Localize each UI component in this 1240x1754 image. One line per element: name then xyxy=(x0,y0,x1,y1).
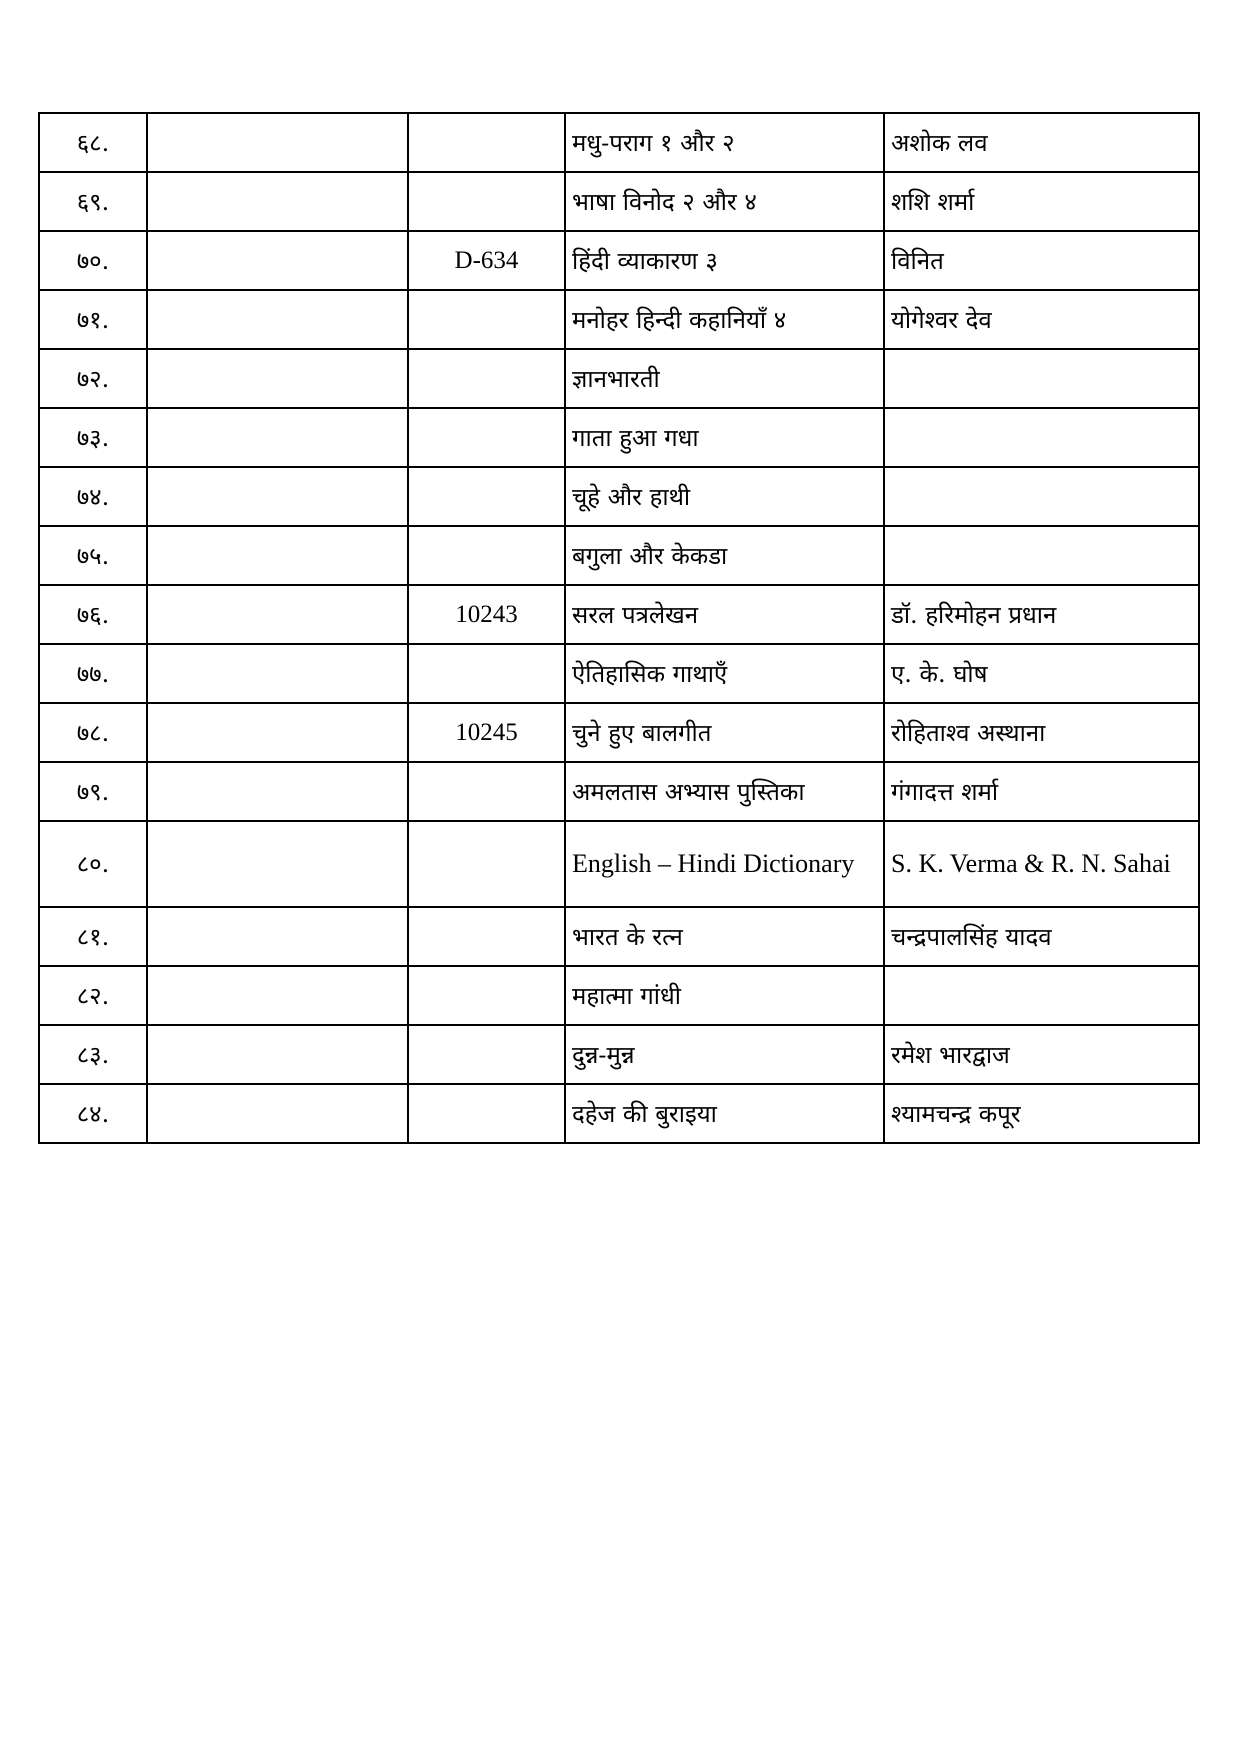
serial-number: ७४. xyxy=(39,467,147,526)
blank-cell xyxy=(147,762,408,821)
accession-number xyxy=(408,113,565,172)
book-author xyxy=(884,526,1199,585)
book-author: डॉ. हरिमोहन प्रधान xyxy=(884,585,1199,644)
book-title: ऐतिहासिक गाथाएँ xyxy=(565,644,884,703)
blank-cell xyxy=(147,703,408,762)
blank-cell xyxy=(147,467,408,526)
book-title: हिंदी व्याकारण ३ xyxy=(565,231,884,290)
book-author: रमेश भारद्वाज xyxy=(884,1025,1199,1084)
accession-number xyxy=(408,172,565,231)
book-author: श्यामचन्द्र कपूर xyxy=(884,1084,1199,1143)
table-row xyxy=(39,467,1199,526)
book-title: महात्मा गांधी xyxy=(565,966,884,1025)
book-author: अशोक लव xyxy=(884,113,1199,172)
book-author xyxy=(884,821,1199,907)
accession-number: D-634 xyxy=(408,231,565,290)
table-row xyxy=(39,349,1199,408)
blank-cell xyxy=(147,821,408,907)
book-author: योगेश्वर देव xyxy=(884,290,1199,349)
book-author: विनित xyxy=(884,231,1199,290)
table-row xyxy=(39,966,1199,1025)
serial-number: ७८. xyxy=(39,703,147,762)
serial-number: ७०. xyxy=(39,231,147,290)
table-row xyxy=(39,113,1199,172)
serial-number: ७२. xyxy=(39,349,147,408)
blank-cell xyxy=(147,231,408,290)
book-author-text: S. K. Verma & R. N. Sahai xyxy=(891,849,1171,878)
serial-number: ८०. xyxy=(39,821,147,907)
book-list-table xyxy=(38,112,1200,1144)
accession-number xyxy=(408,644,565,703)
book-title xyxy=(565,821,884,907)
accession-number xyxy=(408,1084,565,1143)
table-row xyxy=(39,1025,1199,1084)
accession-number xyxy=(408,821,565,907)
serial-number: ८४. xyxy=(39,1084,147,1143)
accession-number: 10245 xyxy=(408,703,565,762)
accession-number xyxy=(408,290,565,349)
accession-number xyxy=(408,467,565,526)
table-row xyxy=(39,231,1199,290)
serial-number: ६८. xyxy=(39,113,147,172)
table-row xyxy=(39,408,1199,467)
book-title: मधु-पराग १ और २ xyxy=(565,113,884,172)
accession-number xyxy=(408,1025,565,1084)
table-row xyxy=(39,703,1199,762)
serial-number: ७१. xyxy=(39,290,147,349)
book-title: दुन्न-मुन्न xyxy=(565,1025,884,1084)
blank-cell xyxy=(147,113,408,172)
accession-number xyxy=(408,762,565,821)
book-author: गंगादत्त शर्मा xyxy=(884,762,1199,821)
book-title: गाता हुआ गधा xyxy=(565,408,884,467)
book-author xyxy=(884,966,1199,1025)
blank-cell xyxy=(147,1084,408,1143)
blank-cell xyxy=(147,1025,408,1084)
serial-number: ७६. xyxy=(39,585,147,644)
book-author: रोहिताश्‍व अस्थाना xyxy=(884,703,1199,762)
book-author xyxy=(884,467,1199,526)
book-title: बगुला और केकडा xyxy=(565,526,884,585)
book-title: चुने हुए बालगीत xyxy=(565,703,884,762)
blank-cell xyxy=(147,408,408,467)
book-title: मनोहर हिन्दी कहानियॉं ४ xyxy=(565,290,884,349)
blank-cell xyxy=(147,349,408,408)
book-title: सरल पत्रलेखन xyxy=(565,585,884,644)
table-row xyxy=(39,172,1199,231)
blank-cell xyxy=(147,172,408,231)
table-row xyxy=(39,585,1199,644)
book-author xyxy=(884,408,1199,467)
table-row xyxy=(39,821,1199,907)
serial-number: ८२. xyxy=(39,966,147,1025)
blank-cell xyxy=(147,644,408,703)
table-row xyxy=(39,644,1199,703)
book-title-text: English – Hindi Dictionary xyxy=(572,849,855,878)
book-title: दहेज की बुराइया xyxy=(565,1084,884,1143)
table-row xyxy=(39,907,1199,966)
serial-number: ८३. xyxy=(39,1025,147,1084)
accession-number xyxy=(408,966,565,1025)
blank-cell xyxy=(147,585,408,644)
book-author: चन्द्रपालसिंह यादव xyxy=(884,907,1199,966)
serial-number: ६९. xyxy=(39,172,147,231)
table-row xyxy=(39,1084,1199,1143)
serial-number: ८१. xyxy=(39,907,147,966)
book-title: चूहे और हाथी xyxy=(565,467,884,526)
book-title: भारत के रत्न xyxy=(565,907,884,966)
serial-number: ७३. xyxy=(39,408,147,467)
accession-number xyxy=(408,907,565,966)
serial-number: ७५. xyxy=(39,526,147,585)
table-row xyxy=(39,762,1199,821)
accession-number xyxy=(408,408,565,467)
table-row xyxy=(39,526,1199,585)
table-row xyxy=(39,290,1199,349)
blank-cell xyxy=(147,526,408,585)
serial-number: ७७. xyxy=(39,644,147,703)
book-author: ए. के. घोष xyxy=(884,644,1199,703)
blank-cell xyxy=(147,907,408,966)
accession-number xyxy=(408,349,565,408)
serial-number: ७९. xyxy=(39,762,147,821)
book-title: भाषा विनोद २ और ४ xyxy=(565,172,884,231)
book-title: अमलतास अभ्यास पुस्तिका xyxy=(565,762,884,821)
book-author xyxy=(884,349,1199,408)
blank-cell xyxy=(147,290,408,349)
book-title: ज्ञानभारती xyxy=(565,349,884,408)
book-author: शशि शर्मा xyxy=(884,172,1199,231)
accession-number xyxy=(408,526,565,585)
blank-cell xyxy=(147,966,408,1025)
accession-number: 10243 xyxy=(408,585,565,644)
